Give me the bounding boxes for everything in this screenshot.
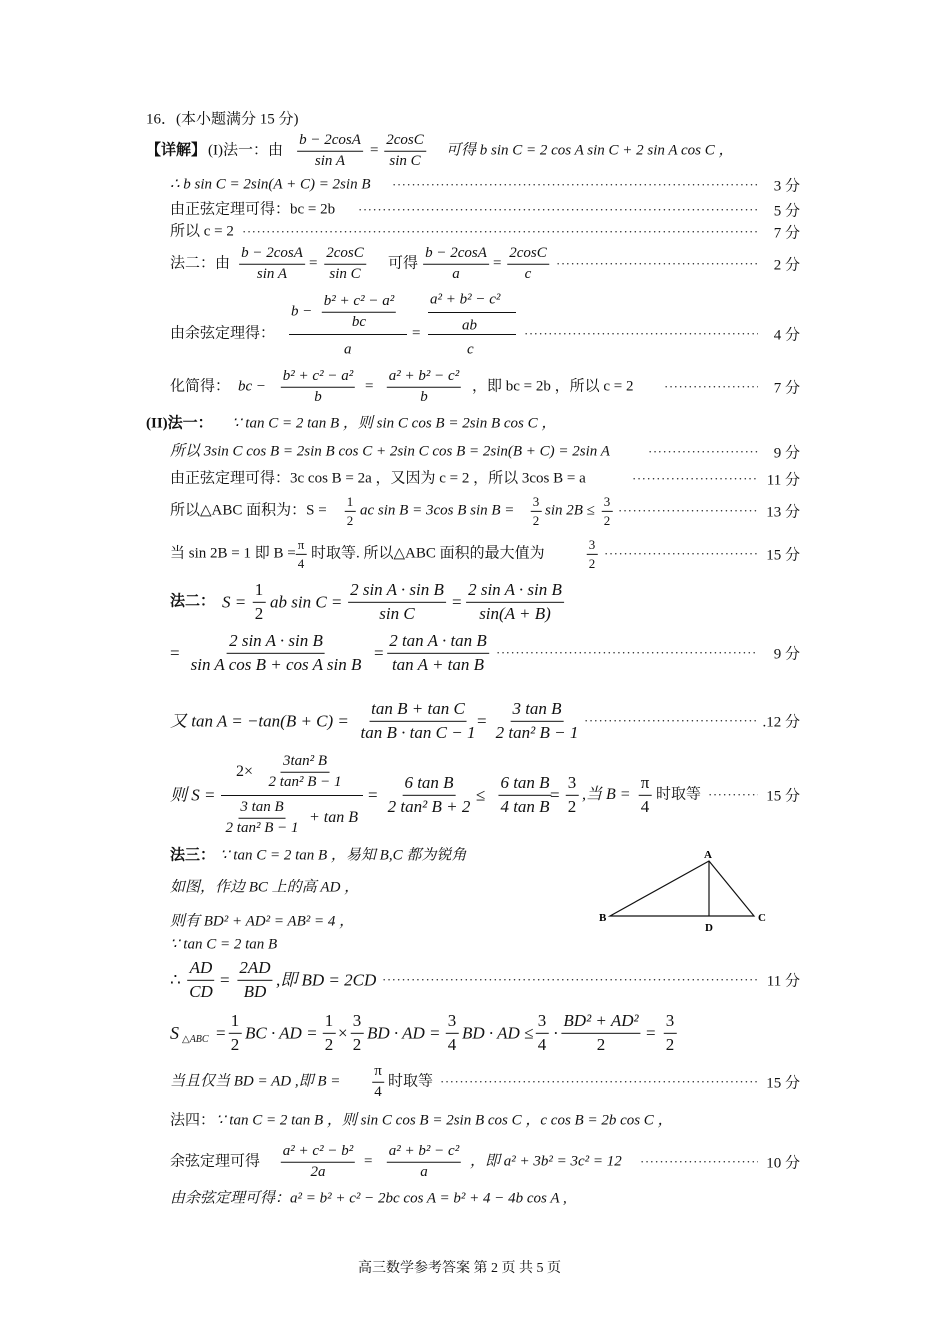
fraction: $\frac{\text{3tan² B}}{\text{2 tan² B − 1}}$ xyxy=(268,752,342,790)
score-m3-eq: 15 分 xyxy=(766,1075,800,1092)
triangle-abc xyxy=(610,861,754,916)
m3-area-s: S xyxy=(170,1023,179,1043)
leader-dots xyxy=(584,713,758,729)
eq1-left-fraction: $\frac{b - 2\cos A}{\text{sin A}}$ xyxy=(299,131,361,169)
cos-right-mid: ab xyxy=(462,317,477,334)
fraction: $\frac{1}{2}$ xyxy=(230,1010,240,1054)
m2-r4-tail-b: 时取等 xyxy=(656,786,702,803)
leader-dots xyxy=(648,444,758,460)
leader-dots xyxy=(632,471,758,487)
simp-tail: ，即 bc = 2b ，所以 c = 2 xyxy=(472,378,634,395)
simp-label: 化简得： xyxy=(170,378,231,395)
leader-dots xyxy=(708,787,758,803)
fraction: $\frac{\text{6 tan B}}{\text{4 tan B}}$ xyxy=(500,772,550,816)
m3-line4: ∵ tan C = 2 tan B xyxy=(170,936,278,953)
score-m2-r2: 9 分 xyxy=(773,646,800,663)
eq1-tail: 可得 b sin C = 2 cos A sin C + 2 sin A cos C ， xyxy=(446,142,734,159)
m4-line3: 由余弦定理可得：a² = b² + c² − 2bc cos A = b² + 4 − 4b cos A , xyxy=(170,1190,567,1207)
m3-eq-b: 时取等 xyxy=(388,1073,434,1090)
fraction: $\frac{\text{2 sin A · sin B}}{\text{sin C}}$ xyxy=(350,579,444,623)
m3-eq-a: 当且仅当 BD = AD ,即 B = xyxy=(170,1073,341,1090)
m4-line2-a: 余弦定理可得 xyxy=(170,1153,261,1170)
area-term: BD · AD = xyxy=(367,1023,441,1043)
part2-method4-head: 法四： xyxy=(170,1112,216,1129)
fraction: $\frac{1}{2}$ xyxy=(254,579,264,623)
cos-right-num: a² + b² − c² xyxy=(430,291,501,308)
score-m4-line2: 10 分 xyxy=(766,1155,800,1172)
area-expression: sin 2B ≤ xyxy=(545,502,595,519)
fraction: $\frac{3}{2}$ xyxy=(665,1010,675,1054)
area-expression: ac sin B = 3cos B sin B = xyxy=(360,502,515,519)
part2-m1-line1: ∵ tan C = 2 tan B ，则 sin C cos B = 2sin B cos C ， xyxy=(232,415,557,432)
part2-method1-head: (II)法一： xyxy=(146,415,213,432)
part1-method1-title: (I)法一：由 xyxy=(208,142,283,159)
leader-dots xyxy=(392,177,758,193)
fraction: $\frac{3}{2}$ xyxy=(352,1010,362,1054)
fraction: $\frac{3}{2}$ xyxy=(532,493,540,528)
score-m2-r3: .12 分 xyxy=(762,714,800,731)
fraction: $\frac{\text{2 sin A · sin B}}{\text{sin A cos B + cos A sin B}}$ xyxy=(190,630,362,674)
m2-r4-prefix: 2× xyxy=(236,763,254,780)
answer-page: 16．(本小题满分 15 分) 【详解】 (I)法一：由 $\frac{b - 2\cos A}{\text{sin A}}$ = $\frac{2\cos C}{\text{sin C}}$ 可得 b sin C = 2 cos A sin C + 2 sin A cos C ， ∴ b sin C = 2sin(A + C) = 2sin B ····· 3 分 由正弦定理可得：bc = 2b ····· 5 分 所以 c = 2 ····· 7 分 法二：由 $\frac{b - 2\cos A}{\text{sin A}}$ = $\frac{2\cos C}{\text{sin C}}$ 可得 $\frac{b - 2\cos A}{a}$ = $\frac{2\cos C}{c}$ ····· 2 分 由余弦定理得： b − $\frac{\text{b² + c² − a²}}{bc}$ a = a² + b² − c² ab c ····· 4 分 化简得： bc − $\frac{\text{b² + c² − a²}}{b}$ = $\frac{\text{a² + b² − c²}}{b}$ ，即 bc = 2b ，所以 c = 2 ····· 7 分 (II)法一： ∵ tan C = 2 tan B ，则 sin C cos B = 2sin B cos C ， 所以 3sin C cos B = 2sin B cos C + 2sin C cos B = 2sin(B + C) = 2sin A ····· 9 分 由正弦定理可得：3c cos B = 2a ，又因为 c = 2 ，所以 3cos B = a ····· 11 分 所以△ABC 面积为：S = $\frac{1}{2}$ ac sin B = 3cos B sin B = $\frac{3}{2}$ sin 2B ≤ $\frac{3}{2}$ ····· 13 分 当 sin 2B = 1 即 B = $\frac{\pi}{4}$ 时取等. 所以△ABC 面积的最大值为 $\frac{3}{2}$ ····· 15 分 法二： S = $\frac{1}{2}$ ab sin C = $\frac{\text{2 sin A · sin B}}{\text{sin C}}$ = $\frac{\text{2 sin A · sin B}}{\sin(A + B)}$ = $\frac{\text{2 sin A · sin B}}{\text{sin A cos B + cos A sin B}}$ = $\frac{\text{2 tan A · tan B}}{\text{tan A + tan B}}$ ····· 9 分 又 tan A = −tan(B + C) = $\frac{\text{tan B + tan C}}{\text{tan B · tan C − 1}}$ = $\frac{\text{3 tan B}}{\text{2 tan² B − 1}}$ ····· .12 分 则 S = 2× $\frac{\text{3tan² B}}{\text{2 tan² B − 1}}$ $\frac{\text{3 tan B}}{\text{2 tan² B − 1}}$ + tan B = $\frac{\text{6 tan B}}{\text{2 tan² B + 2}}$ ≤ $\frac{\text{6 tan B}}{\text{4 tan B}}$ = $\frac{3}{2}$ ,当 B = $\frac{\pi}{4}$ 时取等 ····· 15 分 法三： ∵ tan C = 2 tan B ，易知 B,C 都为锐角 如图，作边 BC 上的高 AD ， 则有 BD² + AD² = AB² = 4 ， ∵ tan C = 2 tan B ∴ $\frac{AD}{CD}$ = $\frac{2AD}{BD}$ ,即 BD = 2CD ····· 11 分 S △ABC = $\frac{1}{2}$ BC · AD = $\frac{1}{2}$ × $\frac{3}{2}$ BD · AD = $\frac{3}{4}$ BD · AD ≤ $\frac{3}{4}$ · $\frac{\text{BD² + AD²}}{2}$ = $\frac{3}{2}$ 当且仅当 BD = AD ,即 B = $\frac{\pi}{4}$ 时取等 ····· 15 分 A B C D 法四： ∵ tan C = 2 tan B ，则 sin C cos B = 2sin B cos C ，c cos B = 2b cos C ， 余弦定理可得 $\frac{\text{a² + c² − b²}}{2a}$ = $\frac{\text{a² + b² − c²}}{a}$ ，即 a² + 3b² = 3c² = 12 ····· 10 分 由余弦定理可得：a² = b² + c² − 2bc cos A = b² + 4 − 4b cos A , 高三数学参考答案 第 2 页 共 5 页 xyxy=(0,0,950,1344)
cos-right-den: c xyxy=(467,341,474,358)
leader-dots xyxy=(440,1074,758,1090)
m2-mid: 可得 xyxy=(388,255,419,272)
score-m2-r4: 15 分 xyxy=(766,788,800,805)
cos-left-den: a xyxy=(344,341,352,358)
label-a: A xyxy=(704,849,712,861)
label-b: B xyxy=(599,912,607,924)
part1-line2: ∴ b sin C = 2sin(A + C) = 2sin B xyxy=(170,176,371,193)
part1-method2-title: 法二：由 xyxy=(170,255,231,272)
label-c: C xyxy=(758,912,766,924)
fraction: $\frac{\text{2 sin A · sin B}}{\sin(A + B)}$ xyxy=(468,579,562,623)
score-p2-line3: 11 分 xyxy=(766,472,800,489)
simp-prefix: bc − xyxy=(238,378,267,395)
fraction: $\frac{\text{6 tan B}}{\text{2 tan² B + 2}}$ xyxy=(387,772,471,816)
score-m2-1: 2 分 xyxy=(773,257,800,274)
fraction: $\frac{3}{4}$ xyxy=(537,1010,547,1054)
m2-r4-a: 则 S = xyxy=(170,785,216,805)
m2-mid: ab sin C = xyxy=(270,592,343,612)
part1-line4: 所以 c = 2 xyxy=(170,223,234,240)
fraction-bar xyxy=(289,334,407,335)
m4-line1: ∵ tan C = 2 tan B ，则 sin C cos B = 2sin B cos C ，c cos B = 2b cos C ， xyxy=(216,1112,673,1129)
m2-s: S = xyxy=(222,592,247,612)
m3-line2: 如图，作边 BC 上的高 AD ， xyxy=(170,879,360,896)
simp-right-fraction: $\frac{\text{a² + b² − c²}}{b}$ xyxy=(388,367,460,405)
m2-fraction: $\frac{2\cos C}{c}$ xyxy=(509,244,547,282)
fraction-bar xyxy=(428,312,516,313)
score-cos: 4 分 xyxy=(773,327,800,344)
leader-dots xyxy=(358,202,758,218)
m3-line3: 则有 BD² + AD² = AB² = 4 ， xyxy=(170,913,355,930)
leader-dots xyxy=(556,256,758,272)
score-simp: 7 分 xyxy=(773,380,800,397)
fraction: $\frac{\text{3 tan B}}{\text{2 tan² B − 1}}$ xyxy=(225,798,299,836)
fraction: $\frac{2AD}{BD}$ xyxy=(239,957,271,1001)
score-p2-line2: 9 分 xyxy=(773,445,800,462)
area-term: × xyxy=(338,1023,348,1043)
fraction: $\frac{\pi}{4}$ xyxy=(297,536,305,571)
fraction: $\frac{\text{2 tan A · tan B}}{\text{tan A + tan B}}$ xyxy=(389,630,487,674)
label-d: D xyxy=(705,922,713,934)
m3-area-sub: △ABC xyxy=(182,1034,209,1045)
part1-line3: 由正弦定理可得：bc = 2b xyxy=(170,201,336,218)
score-p2-line5: 15 分 xyxy=(766,547,800,564)
leader-dots xyxy=(618,503,758,519)
fraction: $\frac{1}{2}$ xyxy=(346,493,354,528)
area-term: · xyxy=(553,1023,559,1043)
part2-m1-line2: 所以 3sin C cos B = 2sin B cos C + 2sin C cos B = 2sin(B + C) = 2sin A xyxy=(170,443,610,460)
eq1-right-fraction: $\frac{2\cos C}{\text{sin C}}$ xyxy=(386,131,424,169)
m2-fraction: $\frac{b - 2\cos A}{a}$ xyxy=(425,244,487,282)
leader-dots xyxy=(604,546,758,562)
part2-m1-line3: 由正弦定理可得：3c cos B = 2a ，又因为 c = 2 ，所以 3cos B = a xyxy=(170,470,586,487)
area-term: BD · AD ≤ xyxy=(462,1023,534,1043)
fraction: $\frac{\pi}{4}$ xyxy=(640,772,650,816)
fraction-bar xyxy=(221,795,363,796)
score-line4: 7 分 xyxy=(773,225,800,242)
fraction: $\frac{3}{2}$ xyxy=(567,772,577,816)
fraction: $\frac{3}{4}$ xyxy=(447,1010,457,1054)
score-p2-line4: 13 分 xyxy=(766,504,800,521)
part2-m1-line5a: 当 sin 2B = 1 即 B = xyxy=(170,545,296,562)
leader-dots xyxy=(242,224,758,240)
fraction: $\frac{3}{2}$ xyxy=(588,536,596,571)
area-term: BC · AD = xyxy=(245,1023,318,1043)
m3-therefore: ∴ xyxy=(170,970,181,990)
leader-dots xyxy=(664,379,758,395)
leader-dots xyxy=(382,972,758,988)
part2-m1-line4-label: 所以△ABC 面积为：S = xyxy=(170,502,327,519)
part2-method2-head: 法二： xyxy=(170,593,216,610)
score-m3-line5: 11 分 xyxy=(766,973,800,990)
fraction: $\frac{\text{tan B + tan C}}{\text{tan B · tan C − 1}}$ xyxy=(360,698,476,742)
m3-line1: ∵ tan C = 2 tan B ，易知 B,C 都为锐角 xyxy=(220,847,467,864)
m3-line5-tail: ,即 BD = 2CD xyxy=(276,970,377,990)
fraction: $\frac{\text{BD² + AD²}}{2}$ xyxy=(563,1010,639,1054)
cos-label: 由余弦定理得： xyxy=(170,325,276,342)
score-line3: 5 分 xyxy=(773,203,800,220)
fraction: $\frac{3}{2}$ xyxy=(603,493,611,528)
m2-r4-tail-a: ,当 B = xyxy=(582,786,631,803)
cos-inner-fraction: $\frac{\text{b² + c² − a²}}{bc}$ xyxy=(323,292,395,330)
triangle-figure xyxy=(596,846,776,936)
page-footer: 高三数学参考答案 第 2 页 共 5 页 xyxy=(358,1261,561,1276)
problem-header: 16．(本小题满分 15 分) xyxy=(146,111,299,128)
m4-line2-tail: ，即 a² + 3b² = 3c² = 12 xyxy=(470,1153,622,1170)
m2-fraction: $\frac{2\cos C}{\text{sin C}}$ xyxy=(326,244,364,282)
leader-dots xyxy=(496,645,758,661)
m2-r4-suffix: + tan B xyxy=(309,809,359,826)
cos-prefix: b − xyxy=(291,303,313,320)
fraction-bar xyxy=(428,334,516,335)
fraction: $\frac{1}{2}$ xyxy=(324,1010,334,1054)
part2-method3-head: 法三： xyxy=(170,847,216,864)
fraction: $\frac{\text{a² + b² − c²}}{a}$ xyxy=(388,1142,460,1180)
part2-m1-line5b: 时取等. 所以△ABC 面积的最大值为 xyxy=(311,545,545,562)
leader-dots xyxy=(524,326,758,342)
m2-fraction: $\frac{b - 2\cos A}{\text{sin A}}$ xyxy=(241,244,303,282)
detail-label: 【详解】 xyxy=(146,142,207,159)
score-line2: 3 分 xyxy=(773,178,800,195)
simp-left-fraction: $\frac{\text{b² + c² − a²}}{b}$ xyxy=(282,367,354,405)
leader-dots xyxy=(640,1154,758,1170)
fraction: $\frac{AD}{CD}$ xyxy=(189,957,213,1001)
m2-r3-a: 又 tan A = −tan(B + C) = xyxy=(170,711,349,731)
fraction: $\frac{\pi}{4}$ xyxy=(374,1062,382,1100)
fraction: $\frac{\text{a² + c² − b²}}{2a}$ xyxy=(282,1142,354,1180)
fraction: $\frac{\text{3 tan B}}{\text{2 tan² B − 1}}$ xyxy=(495,698,579,742)
